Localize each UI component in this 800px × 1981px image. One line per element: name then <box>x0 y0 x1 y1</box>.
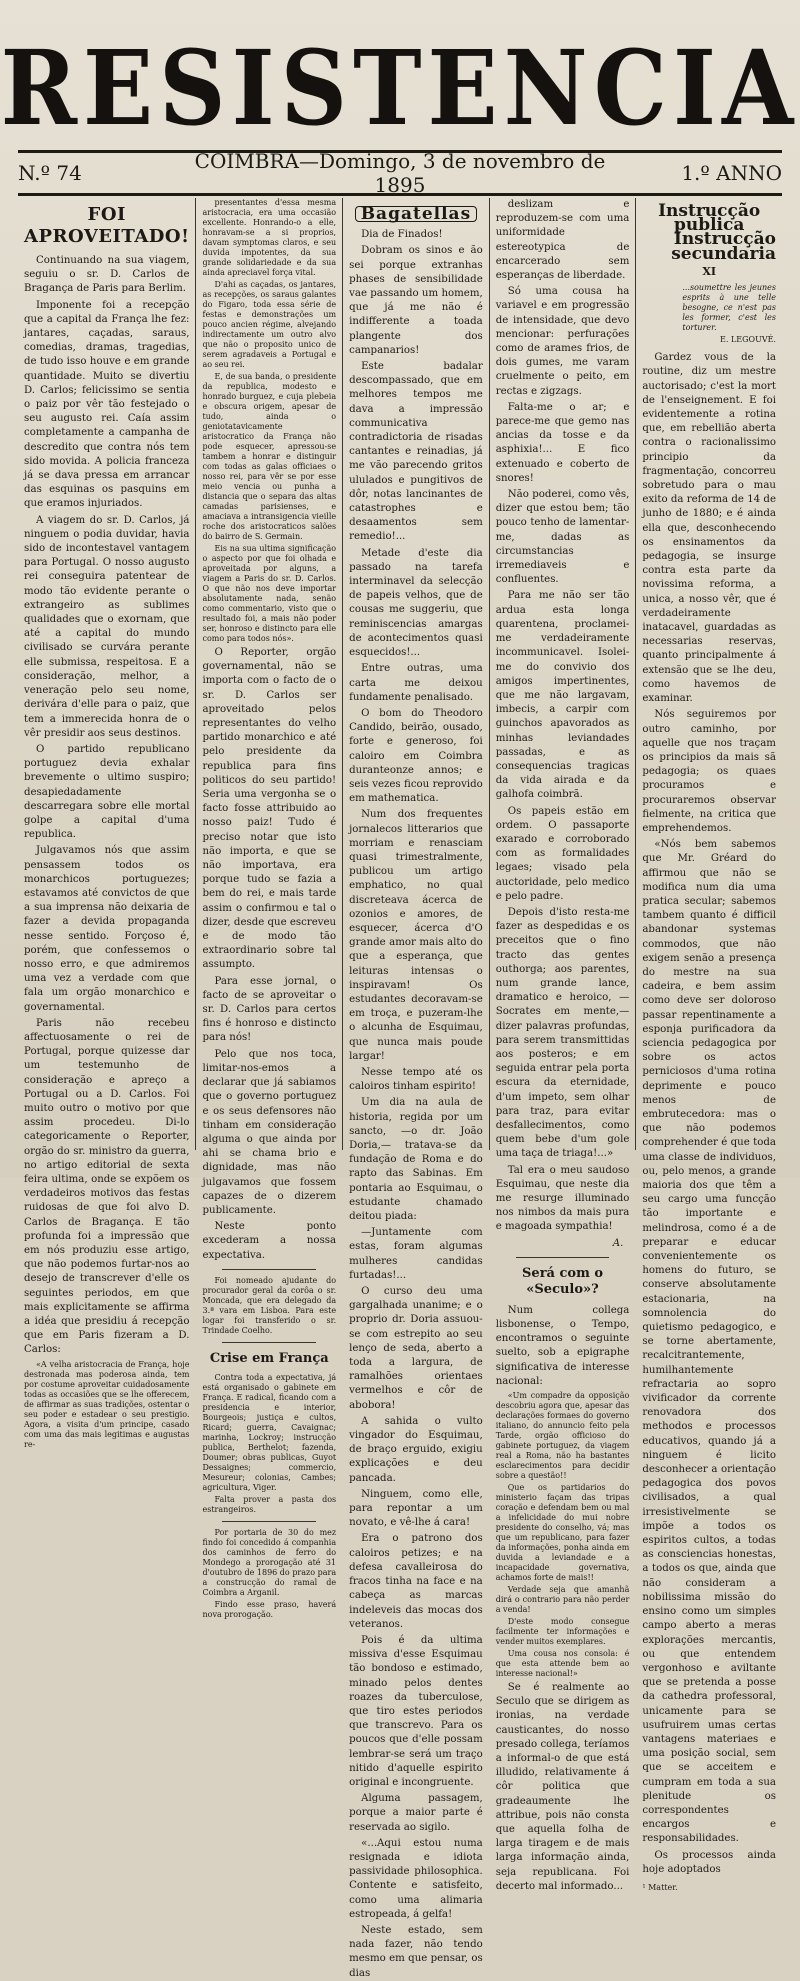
place-date: COIMBRA—Domingo, 3 de novembro de 1895 <box>194 149 606 197</box>
divider <box>222 1342 316 1343</box>
paragraph: Este badalar descompassado, que em melhores tempos me dava a impressão communicativa contradictoria de risadas cantantes e reinadias, já me vão parecendo gritos ululados e pungitivos de dôr, notas lancinantes de catastrophes e desaamentos sem remedio!... <box>349 361 483 543</box>
dateline-bar <box>18 150 782 196</box>
paragraph: Nós seguiremos por outro caminho, por aquelle que nos traçam os principios da mais sã pedagogia; os quaes procuramos e procuraremos observar fielmente, na critica que emprehendemos. <box>642 709 776 834</box>
masthead-title: RESISTENCIA <box>0 27 800 149</box>
paragraph: A sahida o vulto vingador do Esquimau, de braço erguido, exigiu explicações e deu pancada. <box>349 1415 483 1484</box>
paragraph: Num dos frequentes jornalecos litterarios que morriam e renasciam quasi trimestralmente, publicou um artigo emphatico, no qual discreteava ácerca de ozonios e amores, de esquecer, ácerca d'O grande amor mais alto do que a esperança, que leituras intensas o inspiravam! Os estudantes decoravam-se em troça, e puzeram-lhe o alcunha de Esquimau, que nunca mais poude largar! <box>349 809 483 1062</box>
paragraph: Ninguem, como elle, para repontar a um novato, e vê-lhe á cara! <box>349 1488 483 1529</box>
paragraph: —Juntamente com estas, foram algumas mulheres candidas furtadas!... <box>349 1227 483 1281</box>
footnote: ¹ Matter. <box>642 1882 678 1892</box>
paragraph: Dobram os sinos e ão sei porque extranhas phases de sensibilidade vae passando um homem, que já me não é indifferente a toada plangente dos campanarios! <box>349 245 483 356</box>
quote-paragraph: Uma cousa nos consola: é que esta attende bem ao interesse nacional!» <box>495 1649 630 1679</box>
paragraph: Imponente foi a recepção que a capital da França lhe fez: jantares, caçadas, saraus, comedias, dramas, tragedias, de tudo isso houve e em grande quantidade. Muito se divertiu D. Carlos; felicissimo se sentia o paiz por vêr tão festejado o seu augusto rei. Caía assim completamente a campanha de descredito que contra nós tem sido movida. A policia franceza já se dava pressa em arrancar das esquinas os pasquins em que eramos injuriados. <box>24 299 190 510</box>
divider <box>222 1269 316 1270</box>
columns <box>18 198 782 1979</box>
quote-paragraph: Eis na sua ultima significação o aspecto por que foi olhada e aproveitada por alguns, a viagem a Paris do sr. D. Carlos. O que não nos deve importar absolutamente nada, senão como commentario, visto que o resultado foi, a mais não poder ser, honroso e distincto para elle como para todos nós». <box>202 544 337 643</box>
quote-paragraph: D'ahi as caçadas, os jantares, as recepções, os saraus galantes do Figaro, toda essa série de festas e demonstrações um pouco ancien régime, alvejando indirectamente um outro alvo que não o proposito unico de serem agradaveis a Portugal e ao seu rei. <box>202 280 337 369</box>
paragraph: Era o patrono dos caloiros petizes; e na defesa cavalleirosa do fracos tinha na face e na cabeça as marcas indeleveis das mocas dos veteranos. <box>349 1533 483 1630</box>
headline-crise-em-franca: Crise em França <box>209 1350 329 1366</box>
column-1 <box>18 198 196 1449</box>
year-label: 1.º ANNO <box>681 161 782 185</box>
headline-instruccao-publica: Instrucção publica <box>658 201 761 236</box>
paragraph: O partido republicano portuguez devia exhalar brevemente o ultimo suspiro; desapiedadamente descarregara sobre elle mortal golpe a capital d'uma republica. <box>24 743 190 841</box>
paragraph: Falta-me o ar; e parece-me que gemo nas ancias da tosse e da asphixia!... E fico extenuado e coberto de snores! <box>495 401 630 484</box>
headline-foi-aproveitado: FOI APROVEITADO! <box>24 204 190 247</box>
divider <box>222 1521 316 1522</box>
column-3 <box>343 198 490 1979</box>
paragraph: Depois d'isto resta-me fazer as despedidas e os preceitos que o fino tracto das gentes outhorga; aos parentes, num grande lance, dramatico e heroico, — Socrates em mente,— dizer palavras profundas, para serem transmittidas aos posteros; e em seguida entrar pela porta escura da eternidade, d'um impeto, sem olhar para traz, para evitar desfallecimentos, como quem bebe d'um gole uma taça de triaga!...» <box>495 906 630 1160</box>
paragraph: «Nós bem sabemos que Mr. Gréard do affirmou que não se modifica num dia uma pratica secular; sabemos tambem quanto é difficil abandonar systemas commodos, que não exigem senão a presença do mestre na sua cadeira, e bem assim como deve ser doloroso passar repentinamente a esponja purificadora da sciencia pedagogica por sobre os actos perniciosos d'uma rotina deprimente e pouco menos de embrutecedora: mas o que não podemos comprehender é que toda uma classe de individuos, ou, pelo menos, a grande maioria dos que têm a seu cargo uma funcção tão importante e melindrosa, como é a de preparar e educar convenientemente os homens do futuro, se conserve absolutamente estacionaria, na somnolencia do quietismo pedagogico, e se torne abertamente, recalcitrantemente, humilhantemente refractaria ao sopro vivificador da corrente renovadora dos methodos e processos educativos, quando já a ninguem é licito desconhecer a orientação pedagogica dos povos civilisados, a qual irresistivelmente se impõe a todos os espiritos cultos, a todas as consciencias honestas, a todos os que, ainda que não consideram a nobilissima missão do ensino como um simples campo aberto a meras explorações mercantis, ou que entendem vergonhoso e aviltante que se pretenda a posse da cathedra professoral, unicamente para se usufruirem umas certas vantagens materiaes e uma posição social, sem que se acceitem e cumpram em toda a sua plenitude os correspondentes encargos e responsabilidades. <box>642 839 776 1845</box>
paragraph: Pois é da ultima missiva d'esse Esquimau tão bondoso e estimado, minado pelos dentes roazes da tuberculose, que tiro estes periodos que transcrevo. Para os poucos que d'elle possam lembrar-se será um traço nitido d'aquelle espirito original e incongruente. <box>349 1634 483 1788</box>
issue-number: N.º 74 <box>18 161 82 185</box>
column-5 <box>636 198 782 1892</box>
paragraph: Não poderei, como vês, dizer que estou bem; tão pouco tenho de lamentar-me, dadas as circumstancias irremediaveis e confluentes. <box>495 489 630 586</box>
paragraph: Pelo que nos toca, limitar-nos-emos a declarar que já sabiamos que o governo portuguez e os seus defensores não tinham em consideração alguma o que ainda por ahi se chama brio e dignidade, mas não julgavamos que fossem capazes de o dizerem publicamente. <box>202 1048 337 1216</box>
paragraph: Só uma cousa ha variavel e em progressão de intensidade, que devo mencionar: perfurações como de arames frios, de dois gumes, me varam cruelmente o peito, em rectas e zigzags. <box>495 286 630 397</box>
paragraph: Entre outras, uma carta me deixou fundamente penalisado. <box>349 663 483 703</box>
paragraph: Contra toda a expectativa, já está organisado o gabinete em França. E radical, ficando com a presidencia e interior, Bourgeois; justiça e cultos, Ricard; guerra, Cavaignac; marinha, Lockroy; instrucção publica, Berthelot; fazenda, Doumer; obras publicas, Guyot Dessaignes; commercio, Mesureur; colonias, Cambes; agricultura, Viger. <box>202 1372 337 1492</box>
divider <box>516 1257 610 1258</box>
paragraph: Dia de Finados! <box>361 229 443 241</box>
paragraph: Por portaria de 30 do mez findo foi concedido á companhia dos caminhos de ferro do Mondego a prorogação até 31 d'outubro de 1896 do prazo para a construcção do ramal de Coimbra a Arganil. <box>202 1527 337 1597</box>
paragraph: «...Aqui estou numa resignada e idiota passividade philosophica. Contente e satisfeito, como uma alimaria estropeada, á gelfa! <box>349 1837 483 1920</box>
paragraph: Os papeis estão em ordem. O passaporte exarado e corroborado com as formalidades legaes; visado pela auctoridade, pelo medico e pelo padre. <box>495 805 630 902</box>
paragraph: Num collega lisbonense, o Tempo, encontramos o seguinte suelto, sob a epigraphe significativa de interesse nacional: <box>495 1304 630 1387</box>
quote-paragraph: «Um compadre da opposição descobriu agora que, apesar das declarações formaes do governo italiano, do annuncio feito pela Tarde, orgão officioso do gabinete portuguez, da viagem real a Roma, não ha bastantes esclarecimentos para decidir sobre a questão!! <box>495 1391 630 1481</box>
notice-paragraph: Foi nomeado ajudante do procurador geral da corôa o sr. Moncada, que era delegado da 3.ª vara em Lisboa. Para este logar foi transferido o sr. Trindade Coelho. <box>202 1275 337 1335</box>
paragraph: Para me não ser tão ardua esta longa quarentena, proclamei-me verdadeiramente incommunicavel. Isolei-me do convivio dos amigos impertinentes, que me não largavam, imbecis, a carpir com guinchos apavorados as minhas leviandades passadas, e as consequencias tragicas da vida airada e da galhofa coimbrã. <box>495 590 630 801</box>
paragraph: Tal era o meu saudoso Esquimau, que neste dia me resurge illuminado nos nimbos da mais pura e magoada sympathia! <box>495 1164 630 1233</box>
paragraph: Gardez vous de la routine, diz um mestre auctorisado; c'est la mort de l'enseignement. E foi evidentemente a rotina que, em rebellião aberta contra o racionalissimo principio da fragmentação, concorreu sobretudo para o mau exito da reforma de 14 de junho de 1880; e é ainda ella que, desconhecendo os ensinamentos da pedagogia, se insurge contra esta parte da novissima reforma, a unica, a nosso vêr, que é verdadeiramente inatacavel, guardadas as necessarias reservas, quanto principalmente á extensão que se lhe deu, como havemos de examinar. <box>642 352 776 705</box>
paragraph: Nesse tempo até os caloiros tinham espirito! <box>349 1066 483 1093</box>
headline-instruccao-secundaria: Instrucção secundaria <box>671 229 776 264</box>
paragraph: Se é realmente ao Seculo que se dirigem as ironias, na verdade causticantes, do nosso presado collega, teríamos a informal-o de que está illudido, relativamente á côr politica que gradeaumente lhe attribue, pois não consta que aquella folha de larga tiragem e de mais larga informação ainda, seja republicana. Foi decerto mal informado... <box>495 1682 630 1892</box>
paragraph: Os processos ainda hoje adoptados <box>642 1849 776 1875</box>
signature: A. <box>612 1237 624 1249</box>
paragraph: Neste estado, sem nada fazer, não tendo mesmo em que pensar, os dias <box>349 1924 483 1979</box>
quote-paragraph: D'este modo consegue facilmente ter informações e vender muitos exemplares. <box>495 1617 630 1647</box>
paragraph: Um dia na aula de historia, regida por um sancto, —o dr. João Doria,— tratava-se da fundação de Roma e do rapto das Sabinas. Em pontaria ao Esquimau, o estudante chamado deitou piada: <box>349 1097 483 1223</box>
quote-paragraph: Que os partidarios do ministerio façam das tripas coração e defendam bem ou mal a infelicidade do mui nobre presidente do conselho, vá; mas que um republicano, para fazer da informações, ponha ainda em duvida a leviandade e a incapacidade governativa, achamos forte de mais!! <box>495 1483 630 1583</box>
paragraph: Neste ponto excederam a nossa expectativa. <box>202 1221 337 1261</box>
paragraph: Alguma passagem, porque a maior parte é reservada ao sigilo. <box>349 1793 483 1833</box>
quote-paragraph: presentantes d'essa mesma aristocracia, era uma occasião excellente. Honrando-o a elle, honravam-se a si proprios, davam symptomas claros, e seu duvida impotentes, da sua grande solidariedade e da sua ainda apreciavel força vital. <box>202 198 337 277</box>
paragraph: Findo esse praso, haverá nova prorogação. <box>202 1599 337 1619</box>
quote-paragraph: «A velha aristocracia de França, hoje destronada mas poderosa ainda, tem por costume aproveitar cuidadosamente todas as occasiões que se lhe offerecem, de affirmar as suas tradições, ostentar o seu poder e estadear o seu prestigio. Agora, a visita d'um principe, casado com uma das mais legitimas e augustas re- <box>24 1359 190 1449</box>
paragraph: Metade d'este dia passado na tarefa interminavel da selecção de papeis velhos, que de cousas me suggeriu, que reminiscencias amargas de acontecimentos quasi esquecidos!... <box>349 547 483 659</box>
paragraph: deslizam e reproduzem-se com uma uniformidade estereotypica de encarcerado sem esperanças de liberdade. <box>495 199 630 282</box>
column-2 <box>196 198 343 1619</box>
paragraph: Falta prover a pasta dos estrangeiros. <box>202 1494 337 1514</box>
section-numeral: XI <box>702 264 717 278</box>
paragraph: O Reporter, orgão governamental, não se importa com o facto de o sr. D. Carlos ser aproveitado pelos representantes do velho partido monarchico e até pelo presidente da republica para fins politicos do seu partido! Seria uma vergonha se o facto fosse attribuido ao nosso paiz! Tudo é preciso notar que isto não importa, e que se não importava, era porque tudo se fazia a bem do rei, e mais tarde assim o confirmou e tal o dizer, desde que escreveu e de modo tão extraordinario sobre tal assumpto. <box>202 647 337 971</box>
quote-paragraph: E, de sua banda, o presidente da republica, modesto e honrado burguez, e cuja plebeia e obscura origem, apesar de tudo, ainda o geniotatavicamente aristocratico da França não pode esquecer, apressou-se tambem a honrar e distinguir com todas as galas officiaes o nosso rei, para vêr se por esse meio vencia ou punha a distancia que o separa das altas camadas parisienses, e amaciava a intransigencia vieille roche dos aristocraticos salões do bairro de S. Germain. <box>202 372 337 541</box>
paragraph: O curso deu uma gargalhada unanime; e o proprio dr. Doria assuou-se com estrepito ao seu lenço de seda, aberto a toda a largura, de ramalhões orientaes vermelhos e côr de abobora! <box>349 1286 483 1411</box>
headline-sera-com-o-seculo: Será com o «Seculo»? <box>522 1265 604 1297</box>
paragraph: Para esse jornal, o facto de se aproveitar o sr. D. Carlos para certos fins é honroso e distincto para nós! <box>202 975 337 1044</box>
epigraph-author: E. LEGOUVÉ. <box>720 335 776 345</box>
column-4 <box>490 198 637 1892</box>
epigraph: ...soumettre les jeunes esprits à une telle besogne, ce n'est pas les former, c'est les torturer. <box>682 283 776 333</box>
paragraph: Continuando na sua viagem, seguiu o sr. D. Carlos de Bragança de Paris para Berlim. <box>24 255 190 295</box>
paragraph: Julgavamos nós que assim pensassem todos os monarchicos portuguezes; estavamos até convictos de que a sua imprensa não deixaria de fazer a devida propaganda nesse sentido. Forçoso é, porém, que confessemos o nosso erro, e que admiremos uma vez a verdade com que fala um orgão monarchico e governamental. <box>24 845 190 1013</box>
paragraph: Paris não recebeu affectuosamente o rei de Portugal, porque quizesse dar um testemunho de consideração e apreço a Portugal ou a D. Carlos. Foi muito outro o motivo por que assim procedeu. Di-lo categoricamente o Reporter, orgão do sr. ministro da guerra, no artigo editorial de sexta feira ultima, onde se expõem os verdadeiros motivos das festas ruidosas de que foi alvo D. Carlos de Bragança. E tão profunda foi a impressão que em nós produziu esse artigo, que não podemos furtar-nos ao desejo de transcrever d'elle os seguintes periodos, em que mais explicitamente se affirma a idéa que presidiu á recepção que em Paris fizeram a D. Carlos: <box>24 1017 190 1356</box>
paragraph: O bom do Theodoro Candido, beirão, ousado, forte e generoso, foi caloiro em Coimbra duranteonze annos; e seis vezes ficou reprovido em mathematica. <box>349 707 483 805</box>
paragraph: A viagem do sr. D. Carlos, já ninguem o podia duvidar, havia sido de incontestavel vantagem para Portugal. O nosso augusto rei conseguira patentear de modo tão evidente perante o extrangeiro as sublimes qualidades que o exornam, que até a capital do mundo civilisado se curvára perante elle submissa, respeitosa. E a consideração, melhor, a veneração pelo seu nome, derivára d'elle para o paiz, que tem a immerecida honra de o vêr presidir aos seus destinos. <box>24 514 190 739</box>
section-title-bagatellas: Bagatellas <box>355 206 477 222</box>
quote-paragraph: Verdade seja que amanhã dirá o contrario para não perder a venda! <box>495 1585 630 1615</box>
